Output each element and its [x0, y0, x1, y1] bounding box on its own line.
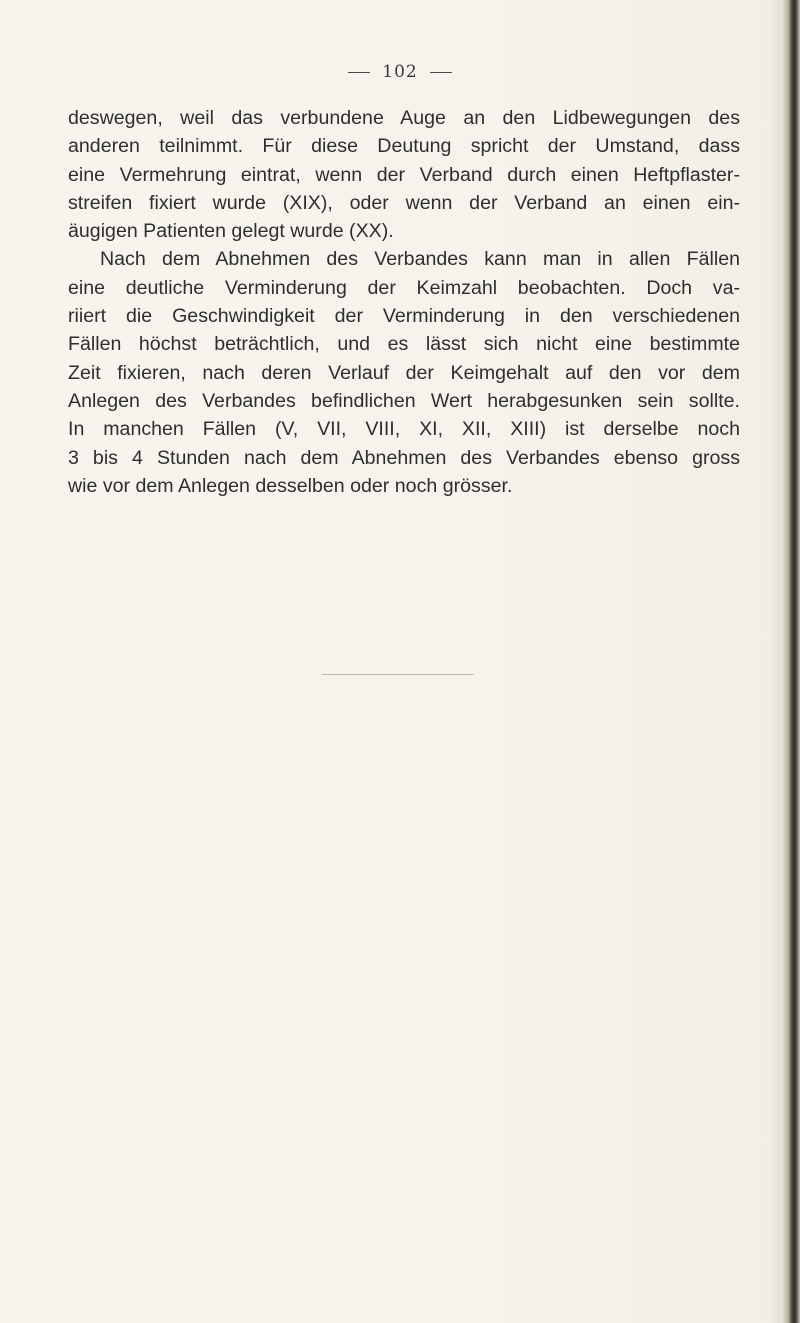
text-line: eine Vermehrung eintrat, wenn der Verband durch einen Heftpflaster-: [68, 163, 740, 186]
text-line: Anlegen des Verbandes befindlichen Wert herabgesunken sein sollte.: [68, 389, 740, 412]
text-line: eine deutliche Verminderung der Keimzahl beobachten. Doch va-: [68, 276, 740, 299]
text-line: wie vor dem Anlegen desselben oder noch grösser.: [68, 474, 513, 497]
text-line: äugigen Patienten gelegt wurde (XX).: [68, 220, 394, 243]
text-line: anderen teilnimmt. Für diese Deutung spricht der Umstand, dass: [68, 135, 740, 158]
text-line: Fällen höchst beträchtlich, und es lässt sich nicht eine bestimmte: [68, 333, 740, 356]
section-divider: [322, 674, 474, 675]
page-number-value: 102: [382, 62, 418, 82]
text-line: deswegen, weil das verbundene Auge an den Lidbewegungen des: [68, 107, 740, 129]
text-line: riiert die Geschwindigkeit der Verminderung in den verschiedenen: [68, 305, 740, 328]
text-line: In manchen Fällen (V, VII, VIII, XI, XII, XIII) ist derselbe noch: [68, 418, 740, 441]
binding-shadow: [768, 0, 782, 1323]
page-number-dash-left: [348, 72, 370, 73]
page-number-dash-right: [430, 72, 452, 73]
text-line: Zeit fixieren, nach deren Verlauf der Keimgehalt auf den vor dem: [68, 361, 740, 384]
book-binding-edge: [782, 0, 800, 1323]
text-line: Nach dem Abnehmen des Verbandes kann man in allen Fällen: [100, 248, 740, 271]
text-line: streifen fixiert wurde (XIX), oder wenn der Verband an einen ein-: [68, 191, 740, 214]
page-number: [0, 62, 800, 82]
text-line: 3 bis 4 Stunden nach dem Abnehmen des Verbandes ebenso gross: [68, 446, 740, 469]
body-text: [68, 104, 740, 500]
